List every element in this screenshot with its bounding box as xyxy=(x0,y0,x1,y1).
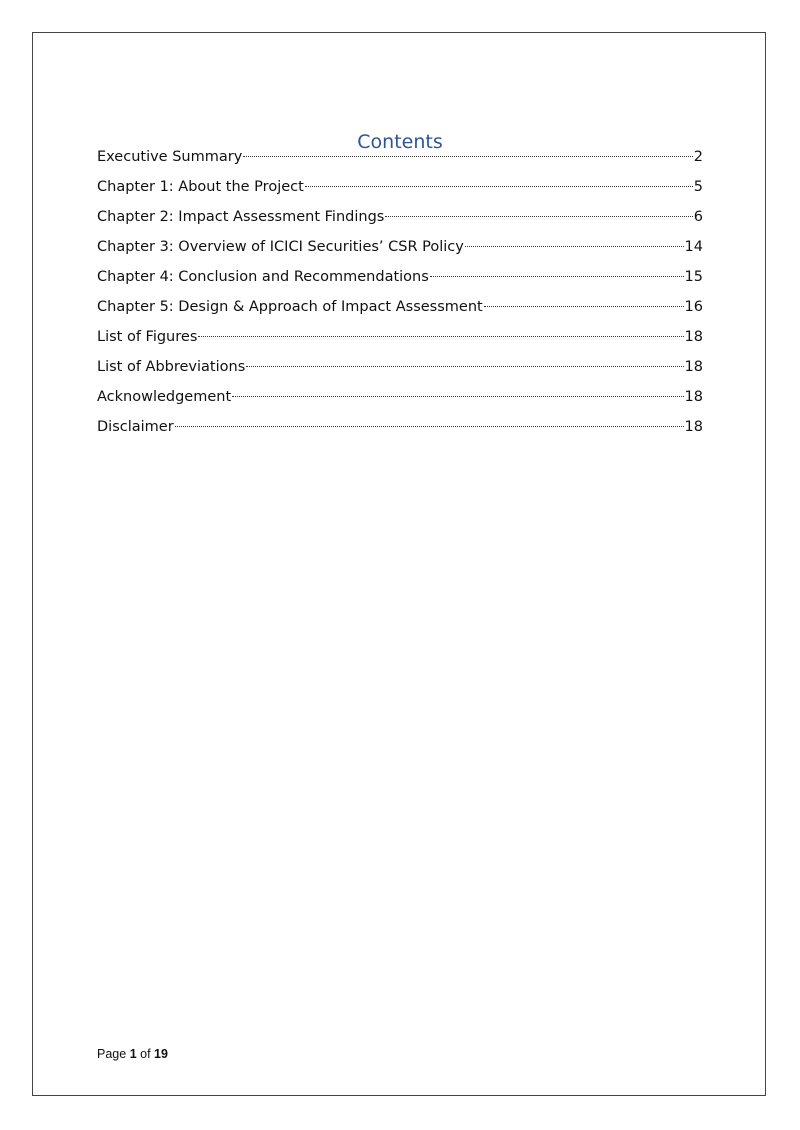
toc-entry[interactable] xyxy=(97,386,703,416)
dot-leader xyxy=(175,426,684,427)
dot-leader xyxy=(198,336,683,337)
dot-leader xyxy=(246,366,683,367)
toc-entry[interactable] xyxy=(97,296,703,326)
toc-entry-page-number: 15 xyxy=(684,269,703,285)
footer-current-page: 1 xyxy=(129,1047,137,1061)
toc-entry-label: Chapter 4: Conclusion and Recommendations xyxy=(97,269,429,285)
toc-entry[interactable] xyxy=(97,236,703,266)
toc-entry-label: Chapter 1: About the Project xyxy=(97,179,304,195)
toc-entry-label: Chapter 3: Overview of ICICI Securities’ CSR Policy xyxy=(97,239,464,255)
toc-entry[interactable] xyxy=(97,266,703,296)
page-footer xyxy=(97,1047,168,1061)
dot-leader xyxy=(484,306,684,307)
toc-entry-page-number: 18 xyxy=(684,329,703,345)
toc-entry-label: List of Figures xyxy=(97,329,198,345)
toc-entry[interactable] xyxy=(97,146,703,176)
toc-entry[interactable] xyxy=(97,176,703,206)
dot-leader xyxy=(465,246,684,247)
toc-entry-label: List of Abbreviations xyxy=(97,359,246,375)
table-of-contents xyxy=(97,146,703,446)
toc-entry[interactable] xyxy=(97,416,703,446)
toc-entry-label: Disclaimer xyxy=(97,419,174,435)
toc-entry-page-number: 18 xyxy=(684,419,703,435)
toc-entry-page-number: 14 xyxy=(684,239,703,255)
toc-entry-page-number: 16 xyxy=(684,299,703,315)
dot-leader xyxy=(232,396,683,397)
dot-leader xyxy=(385,216,692,217)
toc-entry-label: Executive Summary xyxy=(97,149,243,165)
toc-entry[interactable] xyxy=(97,326,703,356)
dot-leader xyxy=(430,276,684,277)
toc-entry[interactable] xyxy=(97,206,703,236)
toc-title: Contents xyxy=(357,130,443,153)
toc-entry-label: Chapter 2: Impact Assessment Findings xyxy=(97,209,385,225)
footer-page-word: Page xyxy=(97,1047,127,1061)
toc-entry-label: Chapter 5: Design & Approach of Impact Assessment xyxy=(97,299,483,315)
dot-leader xyxy=(243,156,692,157)
toc-entry[interactable] xyxy=(97,356,703,386)
toc-entry-page-number: 5 xyxy=(693,179,703,195)
toc-entry-label: Acknowledgement xyxy=(97,389,232,405)
toc-entry-page-number: 18 xyxy=(684,389,703,405)
footer-total-pages: 19 xyxy=(154,1047,168,1061)
toc-entry-page-number: 18 xyxy=(684,359,703,375)
toc-entry-page-number: 6 xyxy=(693,209,703,225)
toc-entry-page-number: 2 xyxy=(693,149,703,165)
footer-of-word: of xyxy=(140,1047,151,1061)
dot-leader xyxy=(305,186,693,187)
